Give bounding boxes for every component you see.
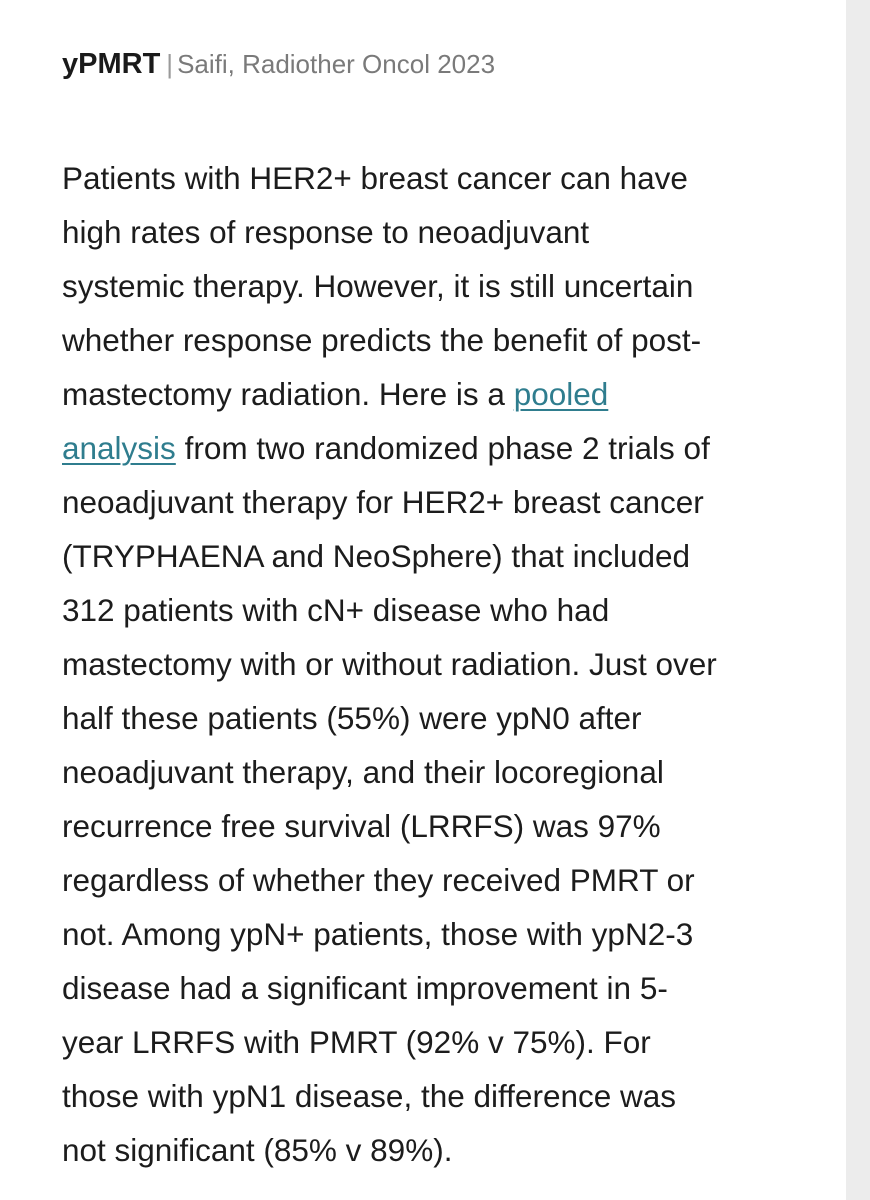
paragraph-line: half these patients (55%) were ypN0 after bbox=[62, 700, 642, 736]
paragraph-line: whether response predicts the benefit of post- bbox=[62, 322, 702, 358]
paragraph-line: mastectomy with or without radiation. Just over bbox=[62, 646, 717, 682]
paragraph-line: neoadjuvant therapy, and their locoregional bbox=[62, 754, 664, 790]
paragraph-line bbox=[62, 421, 822, 475]
paragraph-line: 312 patients with cN+ disease who had bbox=[62, 592, 610, 628]
article-paragraph bbox=[62, 151, 822, 1177]
pooled-analysis-link[interactable]: pooled bbox=[513, 376, 609, 412]
paragraph-line: systemic therapy. However, it is still uncertain bbox=[62, 268, 694, 304]
paragraph-line: not. Among ypN+ patients, those with ypN2-3 bbox=[62, 916, 694, 952]
paragraph-line: year LRRFS with PMRT (92% v 75%). For bbox=[62, 1024, 651, 1060]
paragraph-line: regardless of whether they received PMRT or bbox=[62, 862, 695, 898]
pooled-analysis-link-continued[interactable]: analysis bbox=[62, 430, 176, 466]
paragraph-line: recurrence free survival (LRRFS) was 97% bbox=[62, 808, 661, 844]
paragraph-line: neoadjuvant therapy for HER2+ breast cancer bbox=[62, 484, 704, 520]
section-title: yPMRT bbox=[62, 48, 161, 80]
section-header bbox=[62, 48, 495, 81]
paragraph-text: from two randomized phase 2 trials of bbox=[184, 430, 710, 466]
paragraph-text: mastectomy radiation. Here is a bbox=[62, 376, 505, 412]
paragraph-line: (TRYPHAENA and NeoSphere) that included bbox=[62, 538, 691, 574]
header-separator: | bbox=[166, 49, 174, 79]
citation-source: Saifi, Radiother Oncol 2023 bbox=[177, 49, 496, 79]
paragraph-line: those with ypN1 disease, the difference was bbox=[62, 1078, 677, 1114]
paragraph-line: high rates of response to neoadjuvant bbox=[62, 214, 590, 250]
paragraph-line: Patients with HER2+ breast cancer can have bbox=[62, 160, 688, 196]
paragraph-line: not significant (85% v 89%). bbox=[62, 1132, 453, 1168]
paragraph-line bbox=[62, 367, 822, 421]
page-scroll-rail[interactable] bbox=[846, 0, 870, 1200]
paragraph-line: disease had a significant improvement in 5- bbox=[62, 970, 668, 1006]
